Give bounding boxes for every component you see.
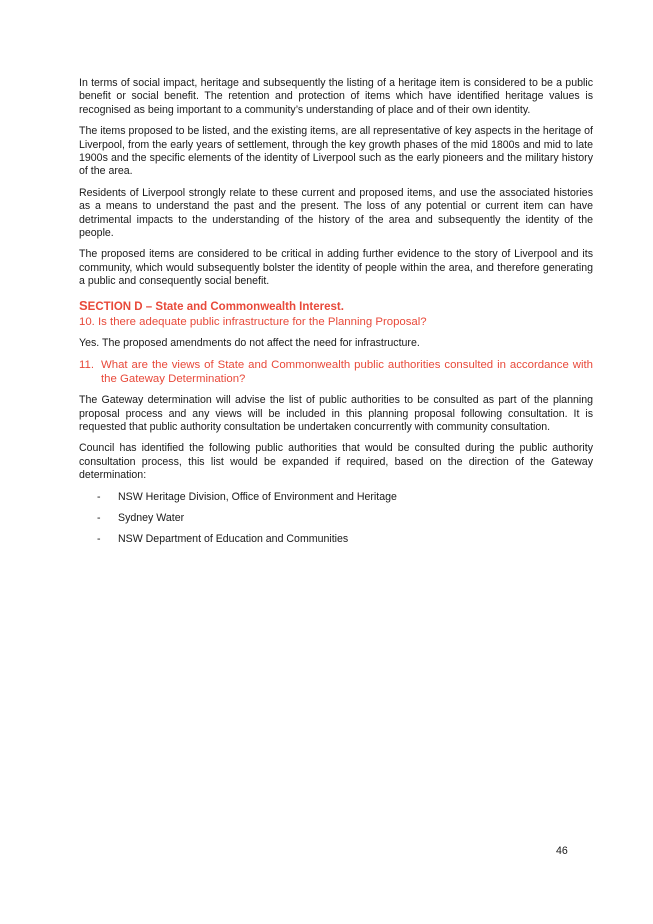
paragraph-council-identified: Council has identified the following public authorities that would be consulted during the public authority consultation process, this list would be expanded if required, based on the direction of the Gateway determination:	[79, 442, 593, 482]
public-authorities-list	[79, 491, 593, 547]
bullet-dash: -	[97, 490, 101, 503]
list-item-text: Sydney Water	[118, 511, 185, 524]
question-11-text: What are the views of State and Commonwealth public authorities consulted in accordance with the Gateway Determination?	[101, 359, 593, 386]
list-item	[79, 533, 593, 546]
question-10-heading: 10. Is there adequate public infrastructure for the Planning Proposal?	[79, 315, 427, 328]
section-heading-rest: ECTION D – State and Commonwealth Interest.	[87, 300, 344, 313]
paragraph-critical-items: The proposed items are considered to be critical in adding further evidence to the story of Liverpool and its community, which would subsequently bolster the identity of people within the area, and therefore generating a public and consequently social benefit.	[79, 248, 593, 288]
paragraph-residents: Residents of Liverpool strongly relate to these current and proposed items, and use the associated histories as a means to understand the past and the present. The loss of any potential or current item can have detrimental impacts to the understanding of the history of the area and subsequently the identity of the people.	[79, 186, 593, 240]
bullet-dash: -	[97, 511, 101, 524]
paragraph-social-impact: In terms of social impact, heritage and subsequently the listing of a heritage item is considered to be a public benefit or social benefit. The retention and protection of items which have identified heritage values is recognised as being important to a community’s understanding of place and of their own identity.	[79, 77, 593, 116]
document-page	[79, 77, 593, 555]
question-10-answer: Yes. The proposed amendments do not affect the need for infrastructure.	[79, 336, 420, 349]
section-heading-initial: S	[79, 297, 88, 313]
bullet-dash: -	[97, 533, 101, 546]
paragraph-items-proposed: The items proposed to be listed, and the existing items, are all representative of key aspects in the heritage of Liverpool, from the early years of settlement, through the key growth phases of the mid 1800s and mid to late 1900s and the specific elements of the identity of Liverpool such as the early pioneers and the military history of the area.	[79, 125, 593, 178]
page-number: 46	[556, 845, 568, 857]
question-11-heading	[79, 358, 593, 386]
question-11-number: 11.	[79, 359, 94, 372]
list-item-text: NSW Heritage Division, Office of Environment and Heritage	[118, 490, 397, 503]
section-d-heading	[79, 299, 593, 314]
list-item	[79, 491, 593, 504]
list-item-text: NSW Department of Education and Communities	[118, 533, 349, 546]
list-item	[79, 512, 593, 525]
paragraph-gateway-determination: The Gateway determination will advise the list of public authorities to be consulted as part of the planning proposal process and any views will be included in this planning proposal following consultation. It is requested that public authority consultation be undertaken concurrently with community consultation.	[79, 394, 593, 433]
